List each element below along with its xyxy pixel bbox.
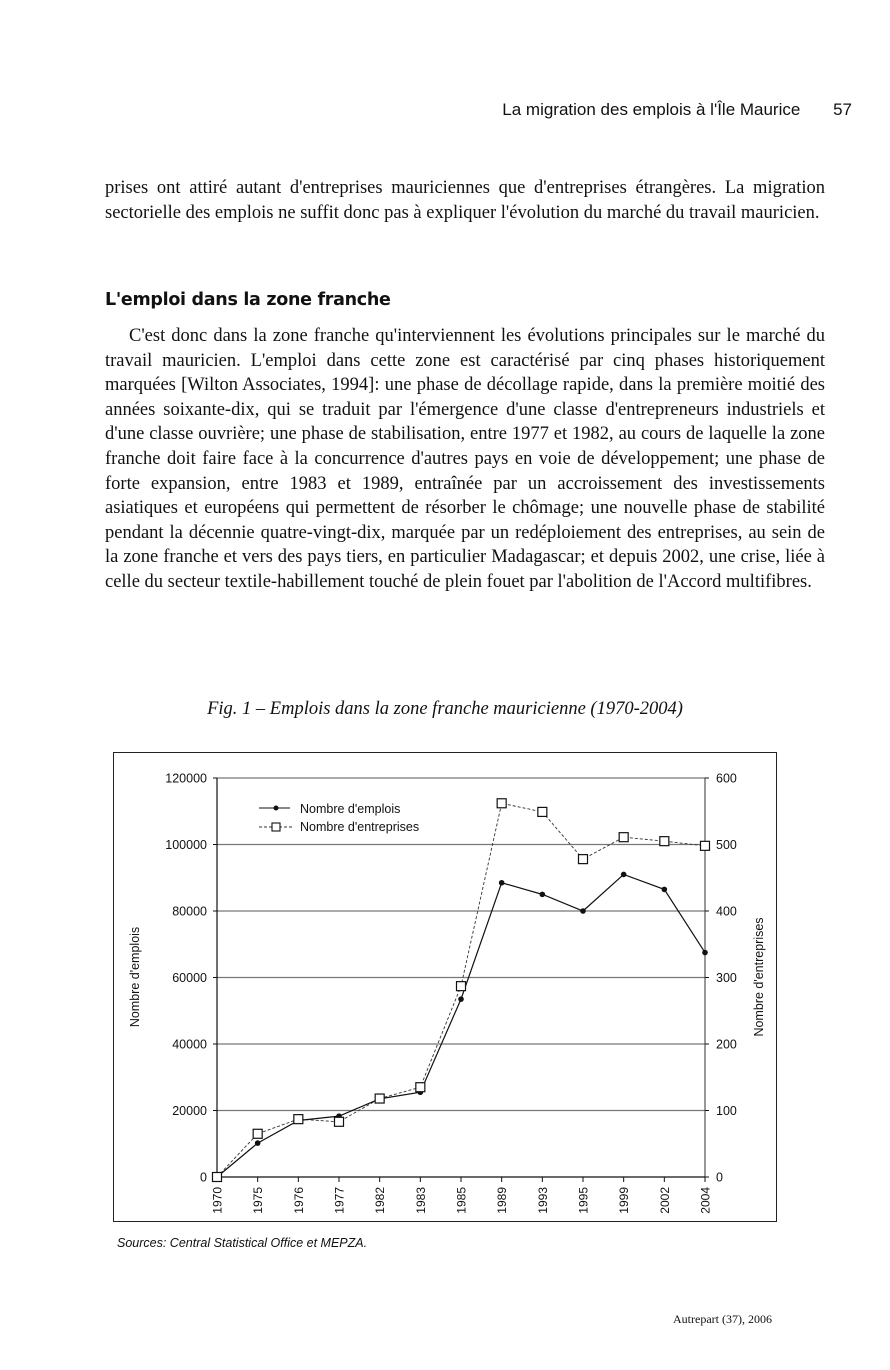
- right-tick-label: 100: [716, 1104, 737, 1118]
- x-tick-label: 1989: [495, 1187, 510, 1214]
- data-point-entreprises: [375, 1094, 384, 1103]
- legend-label-emplois: Nombre d'emplois: [300, 802, 401, 816]
- x-axis-ticks: [211, 1177, 713, 1214]
- journal-footer: Autrepart (37), 2006: [673, 1312, 772, 1326]
- left-tick-label: 0: [200, 1170, 207, 1185]
- legend-marker-emplois: [274, 806, 279, 811]
- running-head: [0, 100, 852, 120]
- left-tick-label: 20000: [172, 1104, 207, 1118]
- right-tick-label: 300: [716, 971, 737, 985]
- right-tick-label: 400: [716, 904, 737, 919]
- data-point-entreprises: [579, 855, 588, 864]
- right-axis-ticks: [705, 772, 737, 1185]
- left-tick-label: 80000: [172, 904, 207, 919]
- x-tick-label: 1999: [617, 1187, 632, 1214]
- data-point-entreprises: [416, 1083, 425, 1092]
- right-tick-label: 600: [716, 771, 737, 786]
- x-tick-label: 1977: [332, 1187, 347, 1214]
- left-tick-label: 40000: [172, 1037, 207, 1052]
- x-tick-label: 1983: [413, 1187, 428, 1214]
- section-heading: L'emploi dans la zone franche: [105, 290, 391, 310]
- data-point-emplois: [499, 880, 505, 886]
- x-tick-label: 1982: [373, 1187, 388, 1214]
- data-point-emplois: [662, 887, 668, 893]
- chart-series: [213, 799, 710, 1182]
- data-point-entreprises: [538, 807, 547, 816]
- data-point-emplois: [540, 892, 546, 898]
- legend-marker-entreprises: [272, 823, 280, 831]
- paragraph-continuation: prises ont attiré autant d'entreprises mauriciennes que d'entreprises étrangères. La migration sectorielle des emplois ne suffit donc pas à expliquer l'évolution du marché du travail mauricien.: [105, 178, 825, 223]
- data-point-emplois: [458, 996, 464, 1002]
- legend-label-entreprises: Nombre d'entreprises: [300, 820, 420, 834]
- data-point-emplois: [580, 908, 586, 914]
- left-axis-ticks: [165, 772, 217, 1185]
- data-point-emplois: [621, 872, 627, 878]
- section-paragraph: C'est donc dans la zone franche qu'interviennent les évolutions principales sur le marché du travail mauricien. L'emploi dans cette zone est caractérisé par cinq phases historiquement marquées [Wilton Associates, 1994]: une phase de décollage rapide, dans la première moitié des années soixante-dix, qui se traduit par l'émergence d'une classe d'entrepreneurs industriels et d'une classe ouvrière; une phase de stabilisation, entre 1977 et 1982, au cours de laquelle la zone franche doit faire face à la concurrence d'autres pays en voie de développement; une phase de forte expansion, entre 1983 et 1989, entraînée par un accroissement des investissements asiatiques et européens qui permettent de résorber le chômage; une nouvelle phase de stabilité pendant la décennie quatre-vingt-dix, marquée par un redéploiement des entreprises, au sein de la zone franche et vers des pays tiers, en particulier Madagascar; et depuis 2002, une crise, liée à celle du secteur textile-habillement touché de plein fouet par l'abolition de l'Accord multifibres.: [105, 326, 825, 592]
- right-tick-label: 500: [716, 838, 737, 852]
- page-number: 57: [833, 100, 852, 119]
- figure-sources: Sources: Central Statistical Office et MEPZA.: [117, 1236, 368, 1250]
- x-tick-label: 1993: [535, 1187, 550, 1214]
- data-point-entreprises: [497, 799, 506, 808]
- running-head-title: La migration des emplois à l'Île Maurice: [502, 100, 801, 119]
- data-point-entreprises: [660, 837, 669, 846]
- left-tick-label: 60000: [172, 971, 207, 985]
- x-tick-label: 1975: [251, 1187, 266, 1214]
- x-tick-label: 1985: [454, 1187, 469, 1214]
- left-axis-label: Nombre d'emplois: [128, 926, 142, 1028]
- x-tick-label: 1970: [210, 1187, 225, 1214]
- left-tick-label: 120000: [165, 771, 207, 786]
- right-tick-label: 200: [716, 1037, 737, 1052]
- data-point-entreprises: [335, 1117, 344, 1126]
- figure-caption: Fig. 1 – Emplois dans la zone franche mauricienne (1970-2004): [207, 699, 683, 719]
- data-point-entreprises: [294, 1115, 303, 1124]
- data-point-entreprises: [701, 841, 710, 850]
- x-tick-label: 2004: [698, 1187, 713, 1214]
- left-tick-label: 100000: [165, 838, 207, 852]
- data-point-entreprises: [619, 833, 628, 842]
- chart-legend: [259, 802, 419, 834]
- figure-frame: [113, 752, 777, 1222]
- series-line-emplois: [217, 874, 705, 1177]
- data-point-emplois: [702, 950, 708, 956]
- data-point-entreprises: [457, 982, 466, 991]
- right-tick-label: 0: [716, 1170, 723, 1185]
- x-tick-label: 1995: [576, 1187, 591, 1214]
- data-point-entreprises: [213, 1173, 222, 1182]
- data-point-entreprises: [253, 1129, 262, 1138]
- line-chart: [114, 753, 778, 1223]
- x-tick-label: 1976: [291, 1187, 306, 1214]
- data-point-emplois: [255, 1140, 261, 1146]
- right-axis-label: Nombre d'entreprises: [752, 917, 766, 1037]
- x-tick-label: 2002: [657, 1187, 672, 1214]
- chart-gridlines: [217, 778, 705, 1111]
